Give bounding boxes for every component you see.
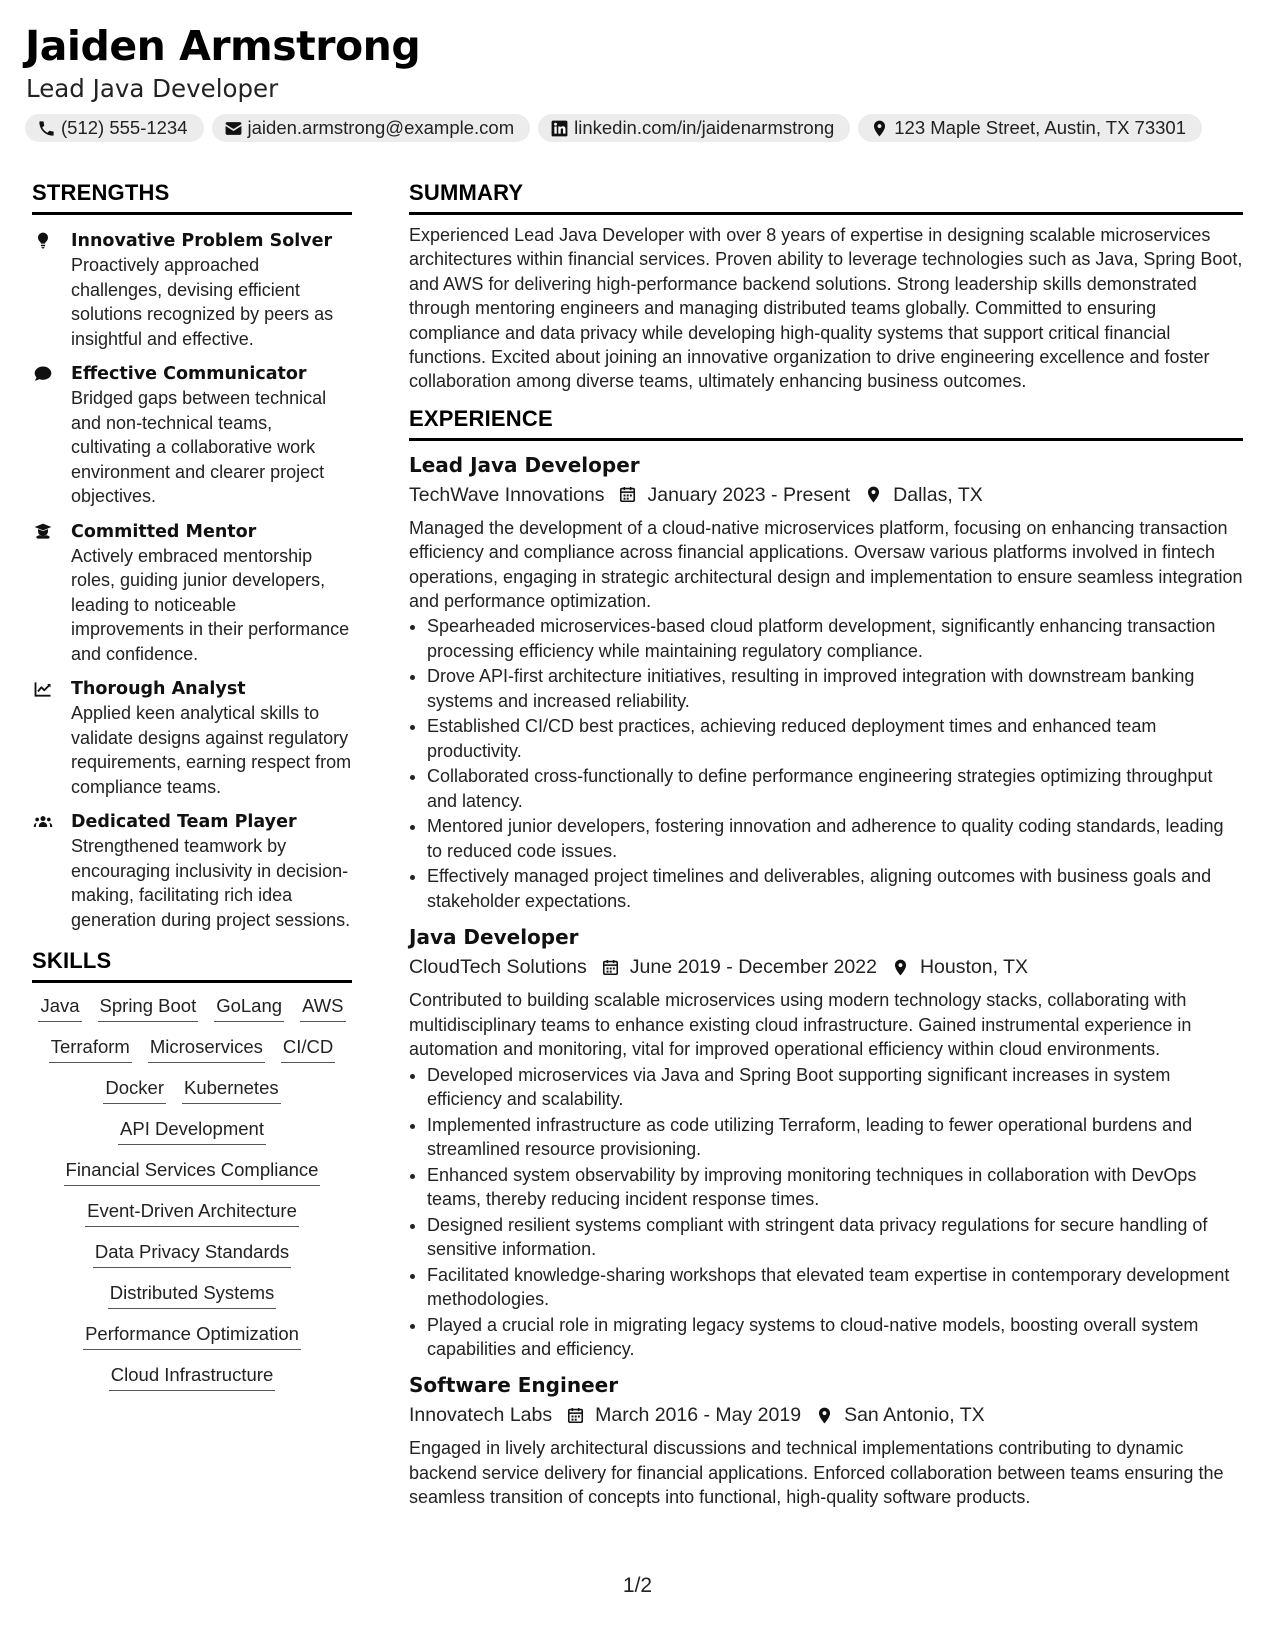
contact-bar xyxy=(25,114,1202,142)
job-dates: March 2016 - May 2019 xyxy=(595,1404,802,1427)
strengths-heading: STRENGTHS xyxy=(32,180,352,215)
skill-tag: Spring Boot xyxy=(98,995,199,1022)
skill-tag: GoLang xyxy=(214,995,284,1022)
job-dates: June 2019 - December 2022 xyxy=(629,956,877,979)
strength-title: Committed Mentor xyxy=(71,521,257,542)
strength-item xyxy=(32,677,352,799)
strength-desc: Applied keen analytical skills to validate designs against regulatory requirements, earning respect from compliance teams. xyxy=(71,703,352,797)
strength-title: Innovative Problem Solver xyxy=(71,231,333,251)
skill-tag: Data Privacy Standards xyxy=(93,1241,291,1268)
lightbulb-icon xyxy=(32,231,54,251)
skill-tag: Docker xyxy=(103,1077,166,1104)
strength-item xyxy=(32,362,352,509)
strengths-list xyxy=(32,229,352,932)
strength-desc: Strengthened teamwork by encouraging inclusivity in decision-making, facilitating rich idea generation during project sessions. xyxy=(71,836,351,930)
contact-email-text: jaiden.armstrong@example.com xyxy=(247,117,515,138)
job-title: Software Engineer xyxy=(409,1373,619,1398)
strength-desc: Proactively approached challenges, devising efficient solutions recognized by peers as insightful and effective. xyxy=(71,255,334,349)
page-number: 1/2 xyxy=(622,1574,653,1597)
phone-icon xyxy=(37,119,56,138)
skill-tag: CI/CD xyxy=(281,1036,335,1063)
strength-title: Thorough Analyst xyxy=(71,679,246,699)
summary-heading: SUMMARY xyxy=(409,180,1243,215)
candidate-title: Lead Java Developer xyxy=(26,74,279,103)
strength-desc: Bridged gaps between technical and non-technical teams, cultivating a collaborative work environment and clearer project objectives. xyxy=(71,388,327,506)
comment-icon xyxy=(32,364,54,384)
calendar-icon xyxy=(566,1406,585,1425)
skill-tag: Performance Optimization xyxy=(83,1323,301,1350)
calendar-icon xyxy=(618,485,637,504)
experience-heading: EXPERIENCE xyxy=(409,406,1243,441)
summary-text: Experienced Lead Java Developer with over 8 years of expertise in designing scalable microservices architectures within financial services. Proven ability to leverage technologies such as Java, Spring Boot, and AWS for delivering high-performance backend solutions. Strong leadership skills demonstrated through mentoring engineers and managing distributed teams globally. Committed to ensuring compliance and data privacy while developing high-quality systems that support critical financial functions. Excited about joining an innovative organization to drive engineering excellence and foster collaboration among diverse teams, ultimately enhancing business outcomes. xyxy=(409,225,1243,392)
chart-line-icon xyxy=(32,679,54,699)
bullet-item: • Designed resilient systems compliant with stringent data privacy regulations for secure handling of sensitive information. xyxy=(427,1213,1243,1262)
map-marker-icon xyxy=(870,119,889,138)
calendar-icon xyxy=(601,958,620,977)
strength-title: Effective Communicator xyxy=(71,364,307,384)
bullet-item: • Played a crucial role in migrating legacy systems to cloud-native models, boosting overall system capabilities and efficiency. xyxy=(427,1313,1243,1362)
bullet-item: • Enhanced system observability by improving monitoring techniques in collaboration with DevOps teams, thereby reducing incident response times. xyxy=(427,1163,1243,1212)
bullet-item: • Facilitated knowledge-sharing workshops that elevated team expertise in contemporary development methodologies. xyxy=(427,1263,1243,1312)
bullet-item: • Implemented infrastructure as code utilizing Terraform, leading to fewer operational burdens and streamlined resource provisioning. xyxy=(427,1113,1243,1162)
skills-list xyxy=(32,995,352,1391)
strength-item xyxy=(32,520,352,667)
job-entry xyxy=(409,923,1243,1361)
graduate-icon xyxy=(32,522,54,542)
job-meta xyxy=(409,480,1243,510)
bullet-item: • Developed microservices via Java and Spring Boot supporting significant increases in system efficiency and scalability. xyxy=(427,1063,1243,1112)
users-icon xyxy=(32,812,54,832)
skill-tag: Kubernetes xyxy=(182,1077,281,1104)
job-entry xyxy=(409,1371,1243,1509)
strength-desc: Actively embraced mentorship roles, guiding junior developers, leading to noticeable improvements in their performance and confidence. xyxy=(71,545,350,664)
bullet-item: • Mentored junior developers, fostering innovation and adherence to quality coding standards, leading to reduced code issues. xyxy=(427,814,1243,863)
contact-address-text: 123 Maple Street, Austin, TX 73301 xyxy=(894,117,1187,138)
linkedin-icon xyxy=(550,119,569,138)
skills-heading: SKILLS xyxy=(32,948,352,983)
bullet-item: • Established CI/CD best practices, achieving reduced deployment times and enhanced team productivity. xyxy=(427,714,1243,763)
job-company: TechWave Innovations xyxy=(409,483,605,506)
skill-tag: Microservices xyxy=(148,1036,265,1063)
job-company: CloudTech Solutions xyxy=(409,956,587,979)
right-column xyxy=(409,180,1243,1510)
envelope-icon xyxy=(224,119,243,138)
contact-email[interactable] xyxy=(212,114,531,142)
skill-tag: Terraform xyxy=(49,1036,132,1063)
skill-tag: Java xyxy=(38,995,81,1022)
candidate-name: Jaiden Armstrong xyxy=(25,22,421,70)
map-marker-icon xyxy=(864,485,883,504)
job-location: Dallas, TX xyxy=(893,483,983,506)
job-location: Houston, TX xyxy=(919,956,1028,979)
job-bullets xyxy=(409,614,1243,913)
strength-item xyxy=(32,810,352,932)
bullet-item: • Collaborated cross-functionally to define performance engineering strategies optimizing throughput and latency. xyxy=(427,764,1243,813)
contact-linkedin-text: linkedin.com/in/jaidenarmstrong xyxy=(574,117,835,138)
bullet-item: • Drove API-first architecture initiatives, resulting in improved integration with downstream banking systems and increased reliability. xyxy=(427,664,1243,713)
job-title: Java Developer xyxy=(409,925,579,950)
map-marker-icon xyxy=(891,958,910,977)
strength-item xyxy=(32,229,352,351)
job-title: Lead Java Developer xyxy=(409,452,640,477)
job-bullets xyxy=(409,1063,1243,1362)
job-description: Managed the development of a cloud-native microservices platform, focusing on enhancing transaction efficiency and compliance across financial applications. Oversaw various platforms involved in fintech operations, engaging in strategic architectural design and implementation to ensure seamless integration and performance optimization. xyxy=(409,517,1243,612)
job-description: Contributed to building scalable microservices using modern technology stacks, collaborating with multidisciplinary teams to enhance existing cloud infrastructure. Gained instrumental experience in automation and monitoring, vital for improved operational efficiency within cloud environments. xyxy=(409,990,1192,1060)
contact-phone[interactable] xyxy=(25,114,204,142)
contact-linkedin[interactable] xyxy=(538,114,850,142)
bullet-item: • Spearheaded microservices-based cloud platform development, significantly enhancing transaction processing efficiency while maintaining regulatory compliance. xyxy=(427,614,1243,663)
job-entry xyxy=(409,451,1243,913)
skill-tag: Financial Services Compliance xyxy=(64,1159,321,1186)
job-company: Innovatech Labs xyxy=(409,1404,553,1427)
contact-address[interactable] xyxy=(858,114,1202,142)
job-description: Engaged in lively architectural discussions and technical implementations contributing to dynamic backend service delivery for financial applications. Enforced collaboration between teams ensuring the seamless transition of concepts into functional, high-quality software products. xyxy=(409,1438,1224,1508)
skill-tag: Event-Driven Architecture xyxy=(85,1200,299,1227)
job-meta xyxy=(409,1400,1243,1430)
contact-phone-text: (512) 555-1234 xyxy=(61,117,188,138)
bullet-item: • Effectively managed project timelines and deliverables, aligning outcomes with business goals and stakeholder expectations. xyxy=(427,864,1243,913)
skill-tag: Distributed Systems xyxy=(108,1282,277,1309)
skill-tag: Cloud Infrastructure xyxy=(109,1364,275,1391)
left-column xyxy=(32,180,352,1391)
job-meta xyxy=(409,952,1243,982)
skill-tag: AWS xyxy=(300,995,345,1022)
map-marker-icon xyxy=(815,1406,834,1425)
strength-title: Dedicated Team Player xyxy=(71,812,297,832)
job-dates: January 2023 - Present xyxy=(647,483,851,506)
skill-tag: API Development xyxy=(118,1118,266,1145)
job-location: San Antonio, TX xyxy=(844,1404,985,1427)
